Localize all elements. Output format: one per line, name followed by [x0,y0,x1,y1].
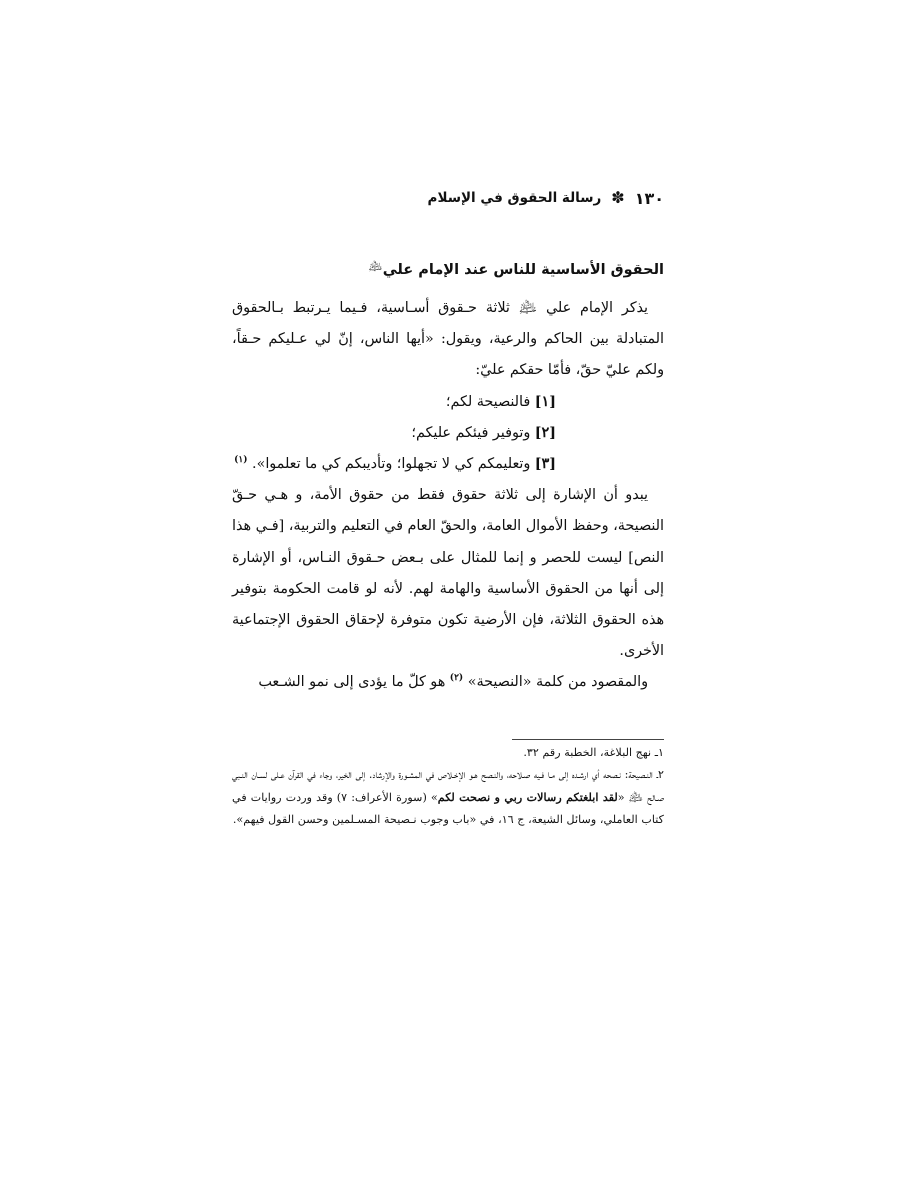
list-item-1 [232,387,664,418]
footnote-2 [232,764,664,831]
footnote-2-text: ٢ـ النـصيحة: نـصحه أي ارشـده إلى مـا فـيه صـلاحه، والنـصح هـو الإخـلاص في المشـورة والإرشاد. إلى الخير، وجاء في القرآن عـلى لسـان النـبي صـالح ﵇ « [232,768,665,804]
paragraph-2: يبدو أن الإشارة إلى ثلاثة حقوق فقط من حقوق الأمة، و هـي حـقّ النصيحة، وحفظ الأموال العامة، والحقّ العام في التعليم والتربية، [فـي هذا النص] ليست للحصر و إنما للمثال على بـعض حـقوق النـاس، أو الإشارة إلى أنها من الحقوق الأساسية والهامة لهم. لأنه لو قامت الحكومة بتوفير هذه الحقوق الثلاثة، فإن الأرضية تكون متوفرة لإحقاق الحقوق الإجتماعية الأخرى. [232,487,664,660]
footnote-ref-2: (٢) [449,673,464,684]
quran-quote: لقد ابلغتكم رسالات ربي و نصحت لكم [437,790,618,804]
list-item-3 [232,449,664,480]
paragraph-1: يذكر الإمام علي ﵇ ثلاثة حـقوق أسـاسية، فـيما يـرتبط بـالحقوق المتبادلة بين الحاكم والرعية، ويقول: «أيها الناس، إنّ لي عـليكم حـقاً، ولكم عليّ حقّ، فأمّا حقكم عليّ: [232,300,664,379]
list-number: [٣] [534,456,556,473]
section-heading-text: الحقوق الأساسية للناس عند الإمام علي [382,262,664,278]
page-number: ١٣٠ [634,188,664,208]
footnotes [232,742,664,831]
list-item-2 [232,418,664,449]
flower-ornament-icon: ✽ [611,188,625,207]
footnote-2-text-cont: » (سورة الأعراف: ٧) وقد وردت روايات في كتاب العاملي، وسائل الشيعة، ج ١٦، في «باب وجوب نـصيحة المسـلمين وحسن القول فيهم». [232,791,664,826]
paragraph-3-end: هو كلّ ما يؤدى إلى نمو الشـعب [258,674,446,691]
paragraph-3-start: والمقصود من كلمة «النصيحة» [467,674,648,691]
footnote-1: ١ـ نهج البلاغة، الخطبة رقم ٣٢. [523,746,664,759]
list-text: فالنصيحة لكم؛ [445,393,531,410]
list-text: وتوفير فيئكم عليكم؛ [411,424,531,441]
list-number: [٢] [534,424,556,441]
list-text: وتعليمكم كي لا تجهلوا؛ وتأديبكم كي ما تعلموا». [252,456,531,473]
honorific-sign: ﵇ [368,260,383,273]
body-text [232,293,664,699]
footnote-divider [512,739,664,740]
footnote-ref-1: (١) [234,455,248,466]
running-head [224,184,664,212]
section-heading [234,254,664,283]
book-title: رسالة الحقوق في الإسلام [427,190,602,206]
list-number: [١] [534,393,556,410]
paragraph-3 [232,667,664,698]
